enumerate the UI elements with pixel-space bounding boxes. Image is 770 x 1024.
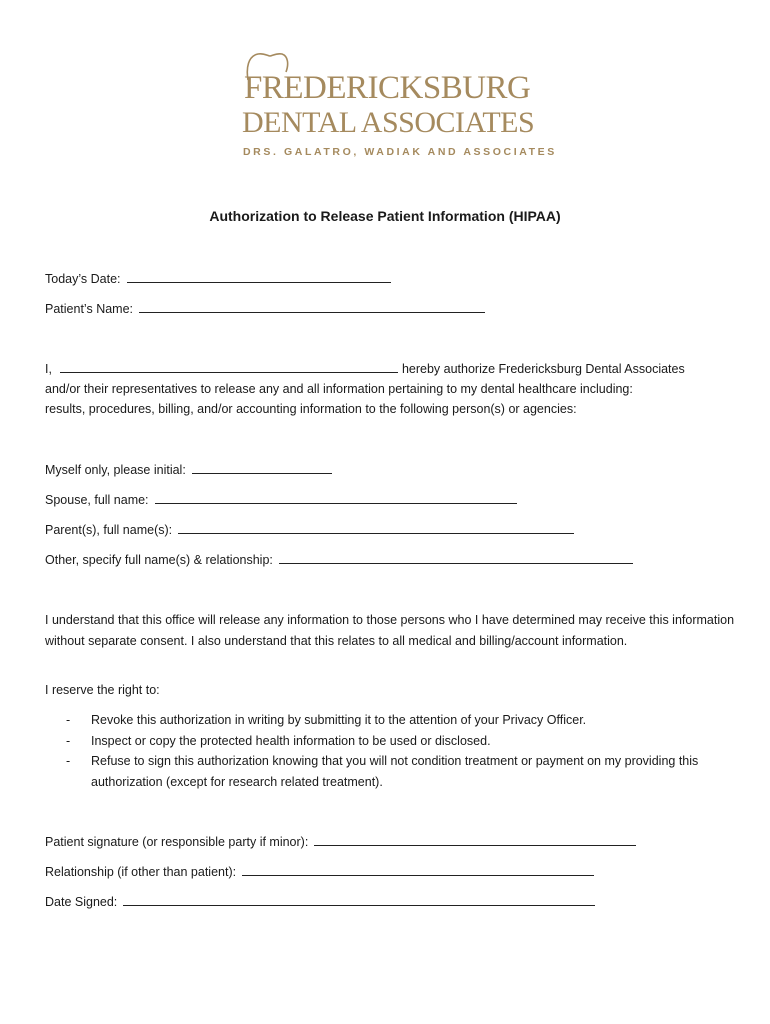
right-revoke: Revoke this authorization in writing by submitting it to the attention of your Privacy Officer. <box>91 713 587 727</box>
parents-label: Parent(s), full name(s): <box>45 523 173 537</box>
todays-date-field[interactable] <box>127 268 391 283</box>
authorization-suffix: hereby authorize Fredericksburg Dental Associates <box>401 362 685 376</box>
list-item <box>45 731 725 752</box>
parents-name-field[interactable] <box>178 519 574 534</box>
patient-signature-field[interactable] <box>314 831 636 846</box>
todays-date-row <box>45 268 391 289</box>
dash-bullet: - <box>66 733 71 748</box>
spouse-row <box>45 489 517 510</box>
other-row <box>45 549 633 570</box>
todays-date-label: Today’s Date: <box>45 272 121 286</box>
patient-name-field[interactable] <box>139 298 485 313</box>
list-item <box>45 710 725 731</box>
list-item <box>45 751 725 792</box>
logo-tagline: DRS. GALATRO, WADIAK AND ASSOCIATES <box>243 146 557 158</box>
authorization-line-1 <box>45 358 685 379</box>
myself-row <box>45 459 332 480</box>
authorization-line-3: results, procedures, billing, and/or accounting information to the following person(s) or agencies: <box>45 402 577 416</box>
date-signed-label: Date Signed: <box>45 895 118 909</box>
authorization-line-2: and/or their representatives to release any and all information pertaining to my dental healthcare including: <box>45 382 633 396</box>
relationship-label: Relationship (if other than patient): <box>45 865 237 879</box>
spouse-name-field[interactable] <box>155 489 517 504</box>
dash-bullet: - <box>66 754 71 768</box>
reserve-right-text: I reserve the right to: <box>45 683 160 697</box>
relationship-row <box>45 861 594 882</box>
date-signed-field[interactable] <box>123 891 595 906</box>
myself-initial-field[interactable] <box>192 459 332 474</box>
right-inspect: Inspect or copy the protected health information to be used or disclosed. <box>91 733 491 748</box>
right-refuse: Refuse to sign this authorization knowing that you will not condition treatment or payment on my providing this authorization (except for research related treatment). <box>91 754 699 789</box>
understanding-paragraph: I understand that this office will release any information to those persons who I have determined may receive this information without separate consent. I also understand that this relates to all medical and billing/account information. <box>45 613 735 648</box>
logo-line-2: DENTAL ASSOCIATES <box>242 106 535 139</box>
patient-name-label: Patient’s Name: <box>45 302 134 316</box>
spouse-label: Spouse, full name: <box>45 493 149 507</box>
myself-label: Myself only, please initial: <box>45 463 186 477</box>
patient-signature-label: Patient signature (or responsible party if minor): <box>45 835 309 849</box>
parents-row <box>45 519 574 540</box>
form-title: Authorization to Release Patient Information (HIPAA) <box>209 208 561 224</box>
practice-logo <box>240 50 557 162</box>
relationship-field[interactable] <box>242 861 594 876</box>
other-label: Other, specify full name(s) & relationship: <box>45 553 273 567</box>
logo-line-1: FREDERICKSBURG <box>244 70 531 106</box>
patient-signature-row <box>45 831 636 852</box>
rights-list <box>45 710 725 792</box>
authorizing-person-field[interactable] <box>60 358 398 373</box>
date-signed-row <box>45 891 595 912</box>
patient-name-row <box>45 298 485 319</box>
dash-bullet: - <box>66 713 71 727</box>
other-name-field[interactable] <box>279 549 633 564</box>
authorization-prefix: I, <box>45 362 52 376</box>
